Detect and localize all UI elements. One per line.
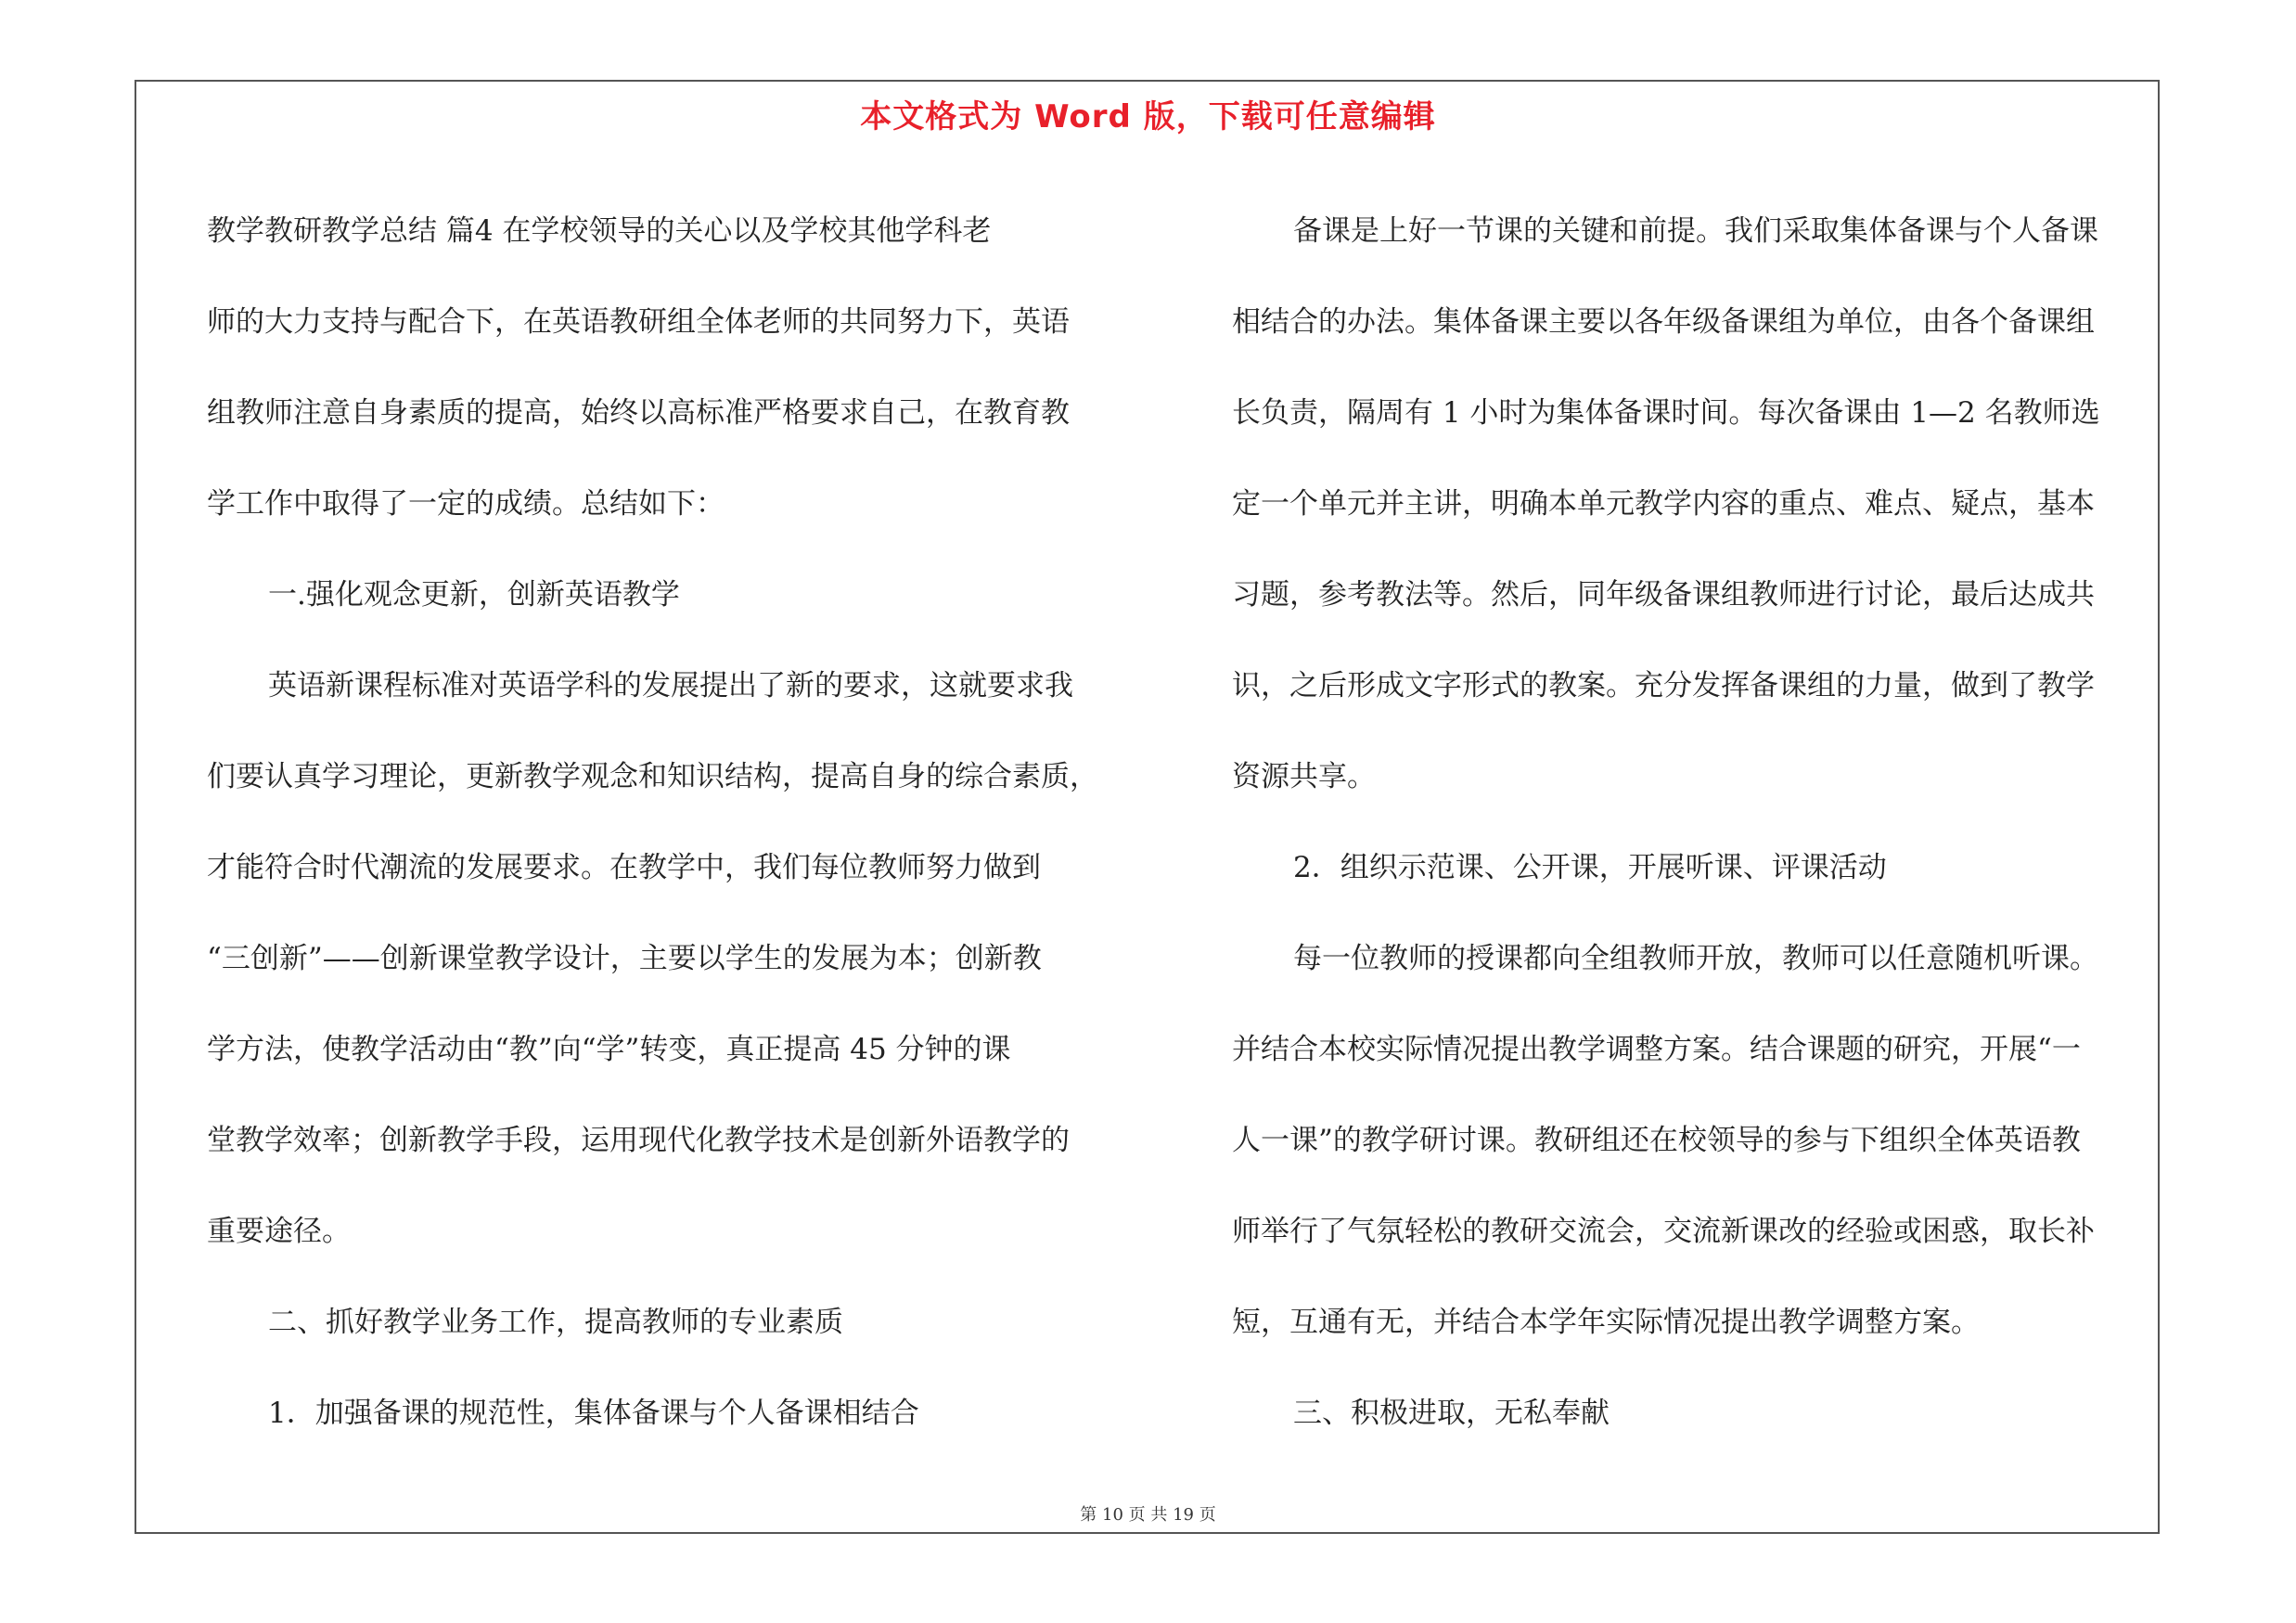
text-line: 定一个单元并主讲，明确本单元教学内容的重点、难点、疑点，基本 <box>1232 487 2095 521</box>
text-line: 学工作中取得了一定的成绩。总结如下： <box>207 487 725 521</box>
text-line: 师举行了气氛轻松的教研交流会，交流新课改的经验或困惑，取长补 <box>1232 1215 2095 1248</box>
section-heading: 二、抓好教学业务工作，提高教师的专业素质 <box>268 1306 843 1339</box>
subsection-heading: 1．加强备课的规范性，集体备课与个人备课相结合 <box>268 1397 919 1430</box>
subsection-heading: 2．组织示范课、公开课，开展听课、评课活动 <box>1293 851 1887 884</box>
text-line: 长负责，隔周有 1 小时为集体备课时间。每次备课由 1—2 名教师选 <box>1232 396 2100 430</box>
text-line: 每一位教师的授课都向全组教师开放，教师可以任意随机听课。 <box>1293 942 2098 975</box>
text-line: 们要认真学习理论，更新教学观念和知识结构，提高自身的综合素质， <box>207 760 1098 793</box>
text-line: 短，互通有无，并结合本学年实际情况提出教学调整方案。 <box>1232 1306 1980 1339</box>
text-line: 习题，参考教法等。然后，同年级备课组教师进行讨论，最后达成共 <box>1232 578 2095 612</box>
text-line: “三创新”——创新课堂教学设计，主要以学生的发展为本；创新教 <box>207 942 1042 975</box>
text-line: 学方法，使教学活动由“教”向“学”转变，真正提高 45 分钟的课 <box>207 1033 1011 1066</box>
right-column <box>1232 186 2150 1459</box>
text-line: 备课是上好一节课的关键和前提。我们采取集体备课与个人备课 <box>1293 214 2098 248</box>
section-heading: 三、积极进取，无私奉献 <box>1293 1397 1610 1430</box>
text-line: 识，之后形成文字形式的教案。充分发挥备课组的力量，做到了教学 <box>1232 669 2095 702</box>
text-line: 资源共享。 <box>1232 760 1376 793</box>
text-line: 并结合本校实际情况提出教学调整方案。结合课题的研究，开展“一 <box>1232 1033 2081 1066</box>
text-line: 重要途径。 <box>207 1215 351 1248</box>
left-column <box>207 186 1125 1459</box>
page-number: 第 10 页 共 19 页 <box>1080 1505 1216 1525</box>
text-line: 英语新课程标准对英语学科的发展提出了新的要求，这就要求我 <box>268 669 1073 702</box>
text-line: 师的大力支持与配合下，在英语教研组全体老师的共同努力下，英语 <box>207 305 1070 339</box>
text-line: 堂教学效率；创新教学手段，运用现代化教学技术是创新外语教学的 <box>207 1124 1070 1157</box>
text-line: 组教师注意自身素质的提高，始终以高标准严格要求自己，在教育教 <box>207 396 1070 430</box>
format-banner: 本文格式为 Word 版，下载可任意编辑 <box>860 98 1436 135</box>
text-line: 教学教研教学总结 篇4 在学校领导的关心以及学校其他学科老 <box>207 214 992 248</box>
section-heading: 一.强化观念更新，创新英语教学 <box>268 578 680 612</box>
text-line: 人一课”的教学研讨课。教研组还在校领导的参与下组织全体英语教 <box>1232 1124 2081 1157</box>
text-line: 才能符合时代潮流的发展要求。在教学中，我们每位教师努力做到 <box>207 851 1041 884</box>
text-line: 相结合的办法。集体备课主要以各年级备课组为单位，由各个备课组 <box>1232 305 2095 339</box>
